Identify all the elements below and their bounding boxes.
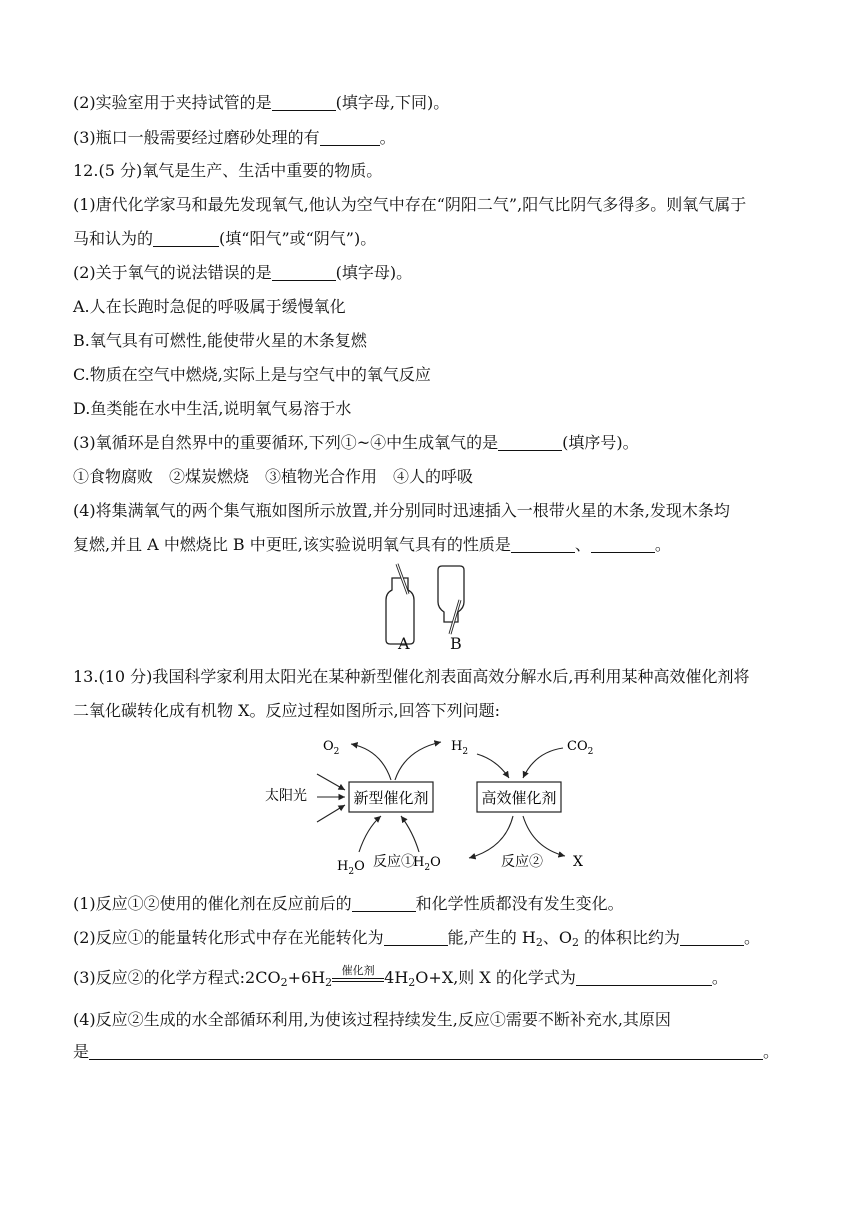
question-12-3-options: ①食物腐败 ②煤炭燃烧 ③植物光合作用 ④人的呼吸 [73,467,474,486]
catalyst-condition: 催化剂 [341,964,375,977]
question-13-3 [73,964,728,989]
question-12-3 [73,432,639,454]
option-b: B.氧气具有可燃性,能使带火星的木条复燃 [73,331,367,350]
q13-3-text: (3)反应②的化学方程式:2CO [73,968,281,987]
question-13-4-line2 [73,1041,779,1063]
q13-3-text-b: +6H [287,968,326,987]
question-13-2 [73,927,760,949]
o2-label: $O_2$ [323,739,340,757]
catalyst1-label: 新型催化剂 [353,789,429,807]
question-12-2 [73,262,412,284]
question-12-1-line1: (1)唐代化学家马和最先发现氧气,他认为空气中存在“阴阳二气”,阳气比阴气多得多。则氧气属于 [73,195,747,214]
q11-3-text-end: 。 [379,128,396,147]
q12-1-text: 马和认为的 [73,229,154,248]
q11-3-text: (3)瓶口一般需要经过磨砂处理的有 [73,128,320,147]
q12-4-text-end: 。 [654,535,671,554]
reaction-diagram [255,728,615,878]
q13-2-text-d: 的体积比约为 [578,928,681,947]
q12-1-text-end: (填“阳气”或“阴气”)。 [219,229,377,248]
answer-blank[interactable] [511,536,575,553]
sunlight-label: 太阳光 [265,788,307,804]
question-13-line2: 二氧化碳转化成有机物 X。反应过程如图所示,回答下列问题: [73,701,500,720]
h2o-mid-label: $H_2O$ [413,855,441,873]
bottle-b-icon [438,566,464,634]
option-a: A.人在长跑时急促的呼吸属于缓慢氧化 [73,297,346,316]
answer-blank[interactable] [320,129,380,146]
subscript: 2 [325,976,333,989]
subscript: 2 [408,976,416,989]
subscript: 2 [280,976,288,989]
equals-bars [332,978,384,982]
reaction-arrow [332,964,384,982]
subscript: 2 [571,936,579,949]
question-12-4-line1: (4)将集满氧气的两个集气瓶如图所示放置,并分别同时迅速插入一根带火星的木条,发现木条均 [73,501,730,520]
subscript: 2 [535,936,543,949]
co2-label: $CO_2$ [567,739,594,757]
question-13-4-line1: (4)反应②生成的水全部循环利用,为使该过程持续发生,反应①需要不断补充水,其原因 [73,1010,671,1029]
q12-2-text-end: (填字母)。 [335,263,413,282]
answer-blank[interactable] [272,264,336,281]
label-b: B [450,634,462,653]
q12-4-text: 复燃,并且 A 中燃烧比 B 中更旺,该实验说明氧气具有的性质是 [73,535,511,554]
q13-3-text-end: 。 [711,968,728,987]
separator: 、 [574,535,591,554]
q12-3-text: (3)氧循环是自然界中的重要循环,下列①~④中生成氧气的是 [73,433,499,452]
reaction1-label: 反应① [373,854,415,870]
answer-blank[interactable] [89,1043,763,1060]
answer-blank[interactable] [591,536,655,553]
bottle-a-icon [386,564,414,644]
q13-1-text-end: 和化学性质都没有发生变化。 [415,894,624,913]
question-12-4-line2 [73,534,671,556]
answer-blank[interactable] [352,895,416,912]
question-12-1-line2 [73,228,376,250]
q11-2-text-end: (填字母,下同)。 [335,93,450,112]
q13-3-text-c: 4H [384,968,409,987]
q13-2-text-end: 。 [744,928,761,947]
question-12-title: 12.(5 分)氧气是生产、生活中重要的物质。 [73,161,383,180]
q12-3-text-end: (填序号)。 [562,433,639,452]
h2-label: $H_2$ [451,739,469,757]
question-11-2 [73,92,449,114]
label-a: A [398,634,410,653]
q13-4-text: 是 [73,1042,90,1061]
question-13-line1: 13.(10 分)我国科学家利用太阳光在某种新型催化剂表面高效分解水后,再利用某种高效催化剂将 [73,667,750,686]
q13-4-text-end: 。 [763,1042,780,1061]
answer-blank[interactable] [680,929,744,946]
q13-2-text-b: 能,产生的 H [447,928,536,947]
answer-blank[interactable] [576,969,712,986]
h2o-left-label: $H_2O$ [337,859,365,877]
q13-3-text-d: O+X,则 X 的化学式为 [415,968,576,987]
reaction2-label: 反应② [501,854,543,870]
catalyst2-label: 高效催化剂 [481,789,557,807]
x-label: X [573,854,583,870]
question-13-1 [73,893,624,915]
answer-blank[interactable] [153,230,219,247]
q13-1-text: (1)反应①②使用的催化剂在反应前后的 [73,894,352,913]
q13-2-text-c: 、O [542,928,572,947]
q12-2-text: (2)关于氧气的说法错误的是 [73,263,272,282]
answer-blank[interactable] [272,94,336,111]
answer-blank[interactable] [498,434,562,451]
gas-bottles-figure [380,560,480,660]
q11-2-text: (2)实验室用于夹持试管的是 [73,93,272,112]
question-11-3 [73,127,396,149]
answer-blank[interactable] [384,929,448,946]
option-d: D.鱼类能在水中生活,说明氧气易溶于水 [73,399,352,418]
q13-2-text: (2)反应①的能量转化形式中存在光能转化为 [73,928,384,947]
option-c: C.物质在空气中燃烧,实际上是与空气中的氧气反应 [73,365,431,384]
